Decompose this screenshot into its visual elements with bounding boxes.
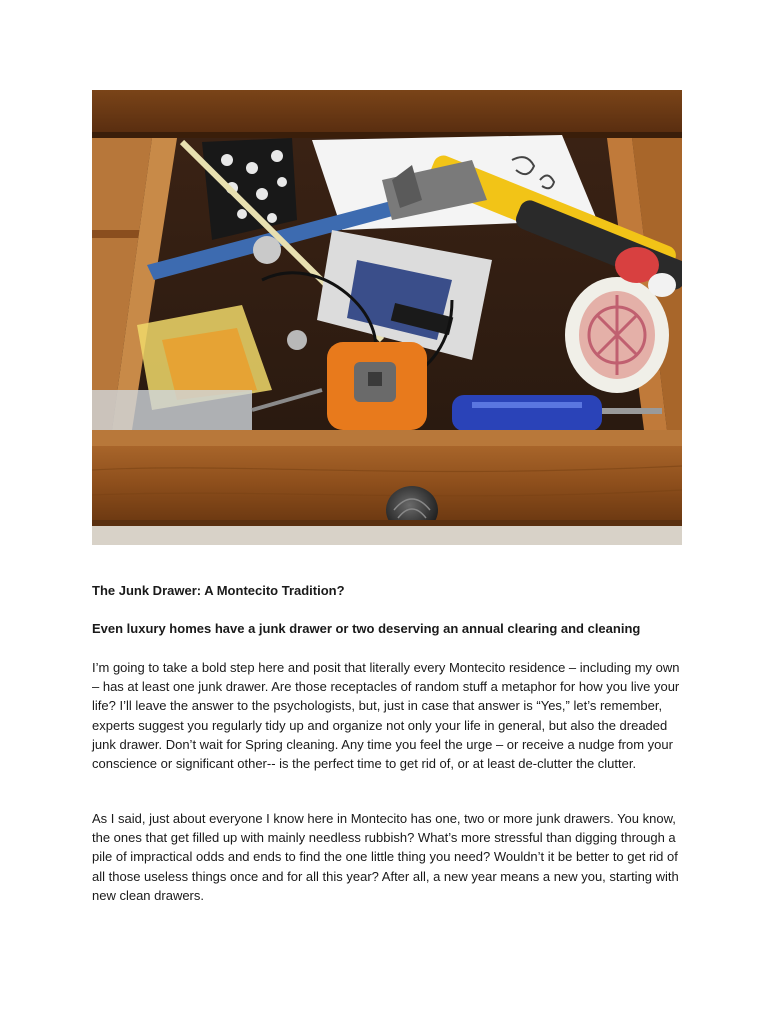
cabinet-top xyxy=(92,90,682,132)
article-paragraph: I’m going to take a bold step here and posit that literally every Montecito residence – including my own – has at least one junk drawer. Are those receptacles of random stuff a metaphor for how you live your life? I’ll leave the answer to the psychologists, but, just in case that answer is “Yes,” let’s remember, experts suggest you regularly tidy up and organize not only your life in general, but also the dreaded junk drawer. Don’t wait for Spring cleaning. Any time you feel the urge – or receive a nudge from your conscience or significant other-- is the perfect time to get rid of, or at least de-clutter the clutter. xyxy=(92,660,680,772)
junk-drawer-photo xyxy=(92,90,682,545)
screwdriver-handle xyxy=(452,395,602,431)
article-paragraph: As I said, just about everyone I know here in Montecito has one, two or more junk drawers. You know, the ones that get filled up with mainly needless rubbish? What’s more stressful than digging through a pile of impractical odds and ends to find the one little thing you need? Wouldn’t it be better to get rid of all those useless things once and for all this year? After all, a new year means a new you, starting with new clean drawers. xyxy=(92,811,679,903)
article-title: The Junk Drawer: A Montecito Tradition? xyxy=(92,583,345,598)
article-subtitle: Even luxury homes have a junk drawer or two deserving an annual clearing and cleaning xyxy=(92,621,641,636)
